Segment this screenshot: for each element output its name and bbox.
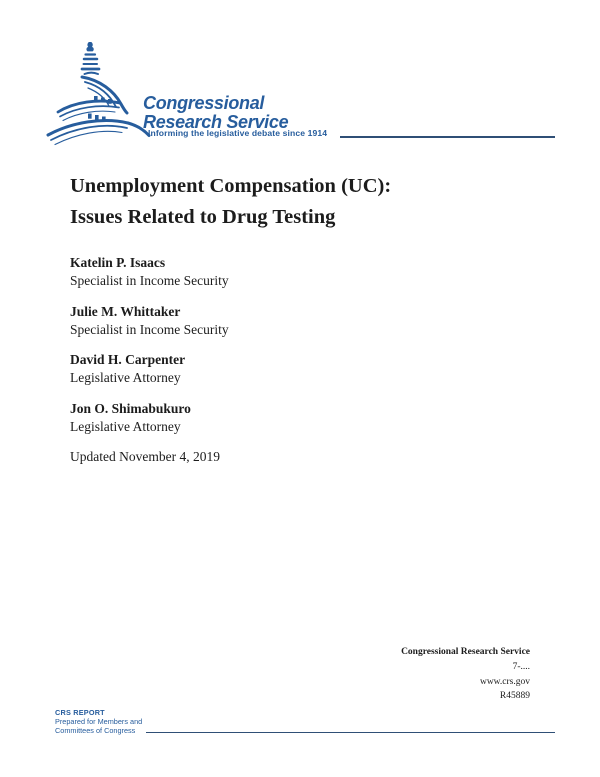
author-block: [70, 254, 400, 290]
logo-wordmark: [143, 94, 288, 131]
author-name: Jon O. Shimabukuro: [70, 400, 191, 416]
author-name: David H. Carpenter: [70, 352, 186, 367]
footer-website: www.crs.gov: [479, 676, 530, 687]
author-role: Legislative Attorney: [70, 370, 181, 385]
footer-contact-block: [401, 645, 530, 704]
author-list: [70, 254, 400, 466]
report-title-line2: Issues Related to Drug Testing: [70, 205, 336, 228]
report-title-line1: Unemployment Compensation (UC):: [70, 175, 392, 197]
logo-wordmark-line2: Research Service: [143, 111, 289, 132]
report-number: R45889: [499, 691, 530, 702]
footer-rule: [146, 732, 555, 733]
author-name: Katelin P. Isaacs: [70, 255, 166, 270]
crs-report-label: CRS REPORT: [55, 708, 105, 717]
prepared-for-line2: Committees of Congress: [55, 726, 136, 735]
author-block: [70, 303, 400, 339]
capitol-dome-icon: [46, 40, 152, 152]
author-role: Specialist in Income Security: [70, 321, 229, 337]
author-block: [70, 400, 400, 436]
header-rule: [340, 136, 555, 138]
author-role: Specialist in Income Security: [70, 273, 229, 288]
author-block: [70, 351, 400, 387]
logo-wordmark-line1: Congressional: [143, 93, 265, 113]
author-role: Legislative Attorney: [70, 418, 181, 434]
updated-date: Updated November 4, 2019: [70, 449, 220, 464]
footer-org-name: Congressional Research Service: [401, 647, 530, 657]
footer-phone: 7-....: [512, 661, 530, 672]
prepared-for-line1: Prepared for Members and: [55, 717, 143, 726]
logo-tagline: Informing the legislative debate since 1914: [148, 128, 328, 138]
report-title: [70, 171, 540, 232]
footer-report-block: [55, 708, 142, 735]
author-name: Julie M. Whittaker: [70, 303, 181, 319]
